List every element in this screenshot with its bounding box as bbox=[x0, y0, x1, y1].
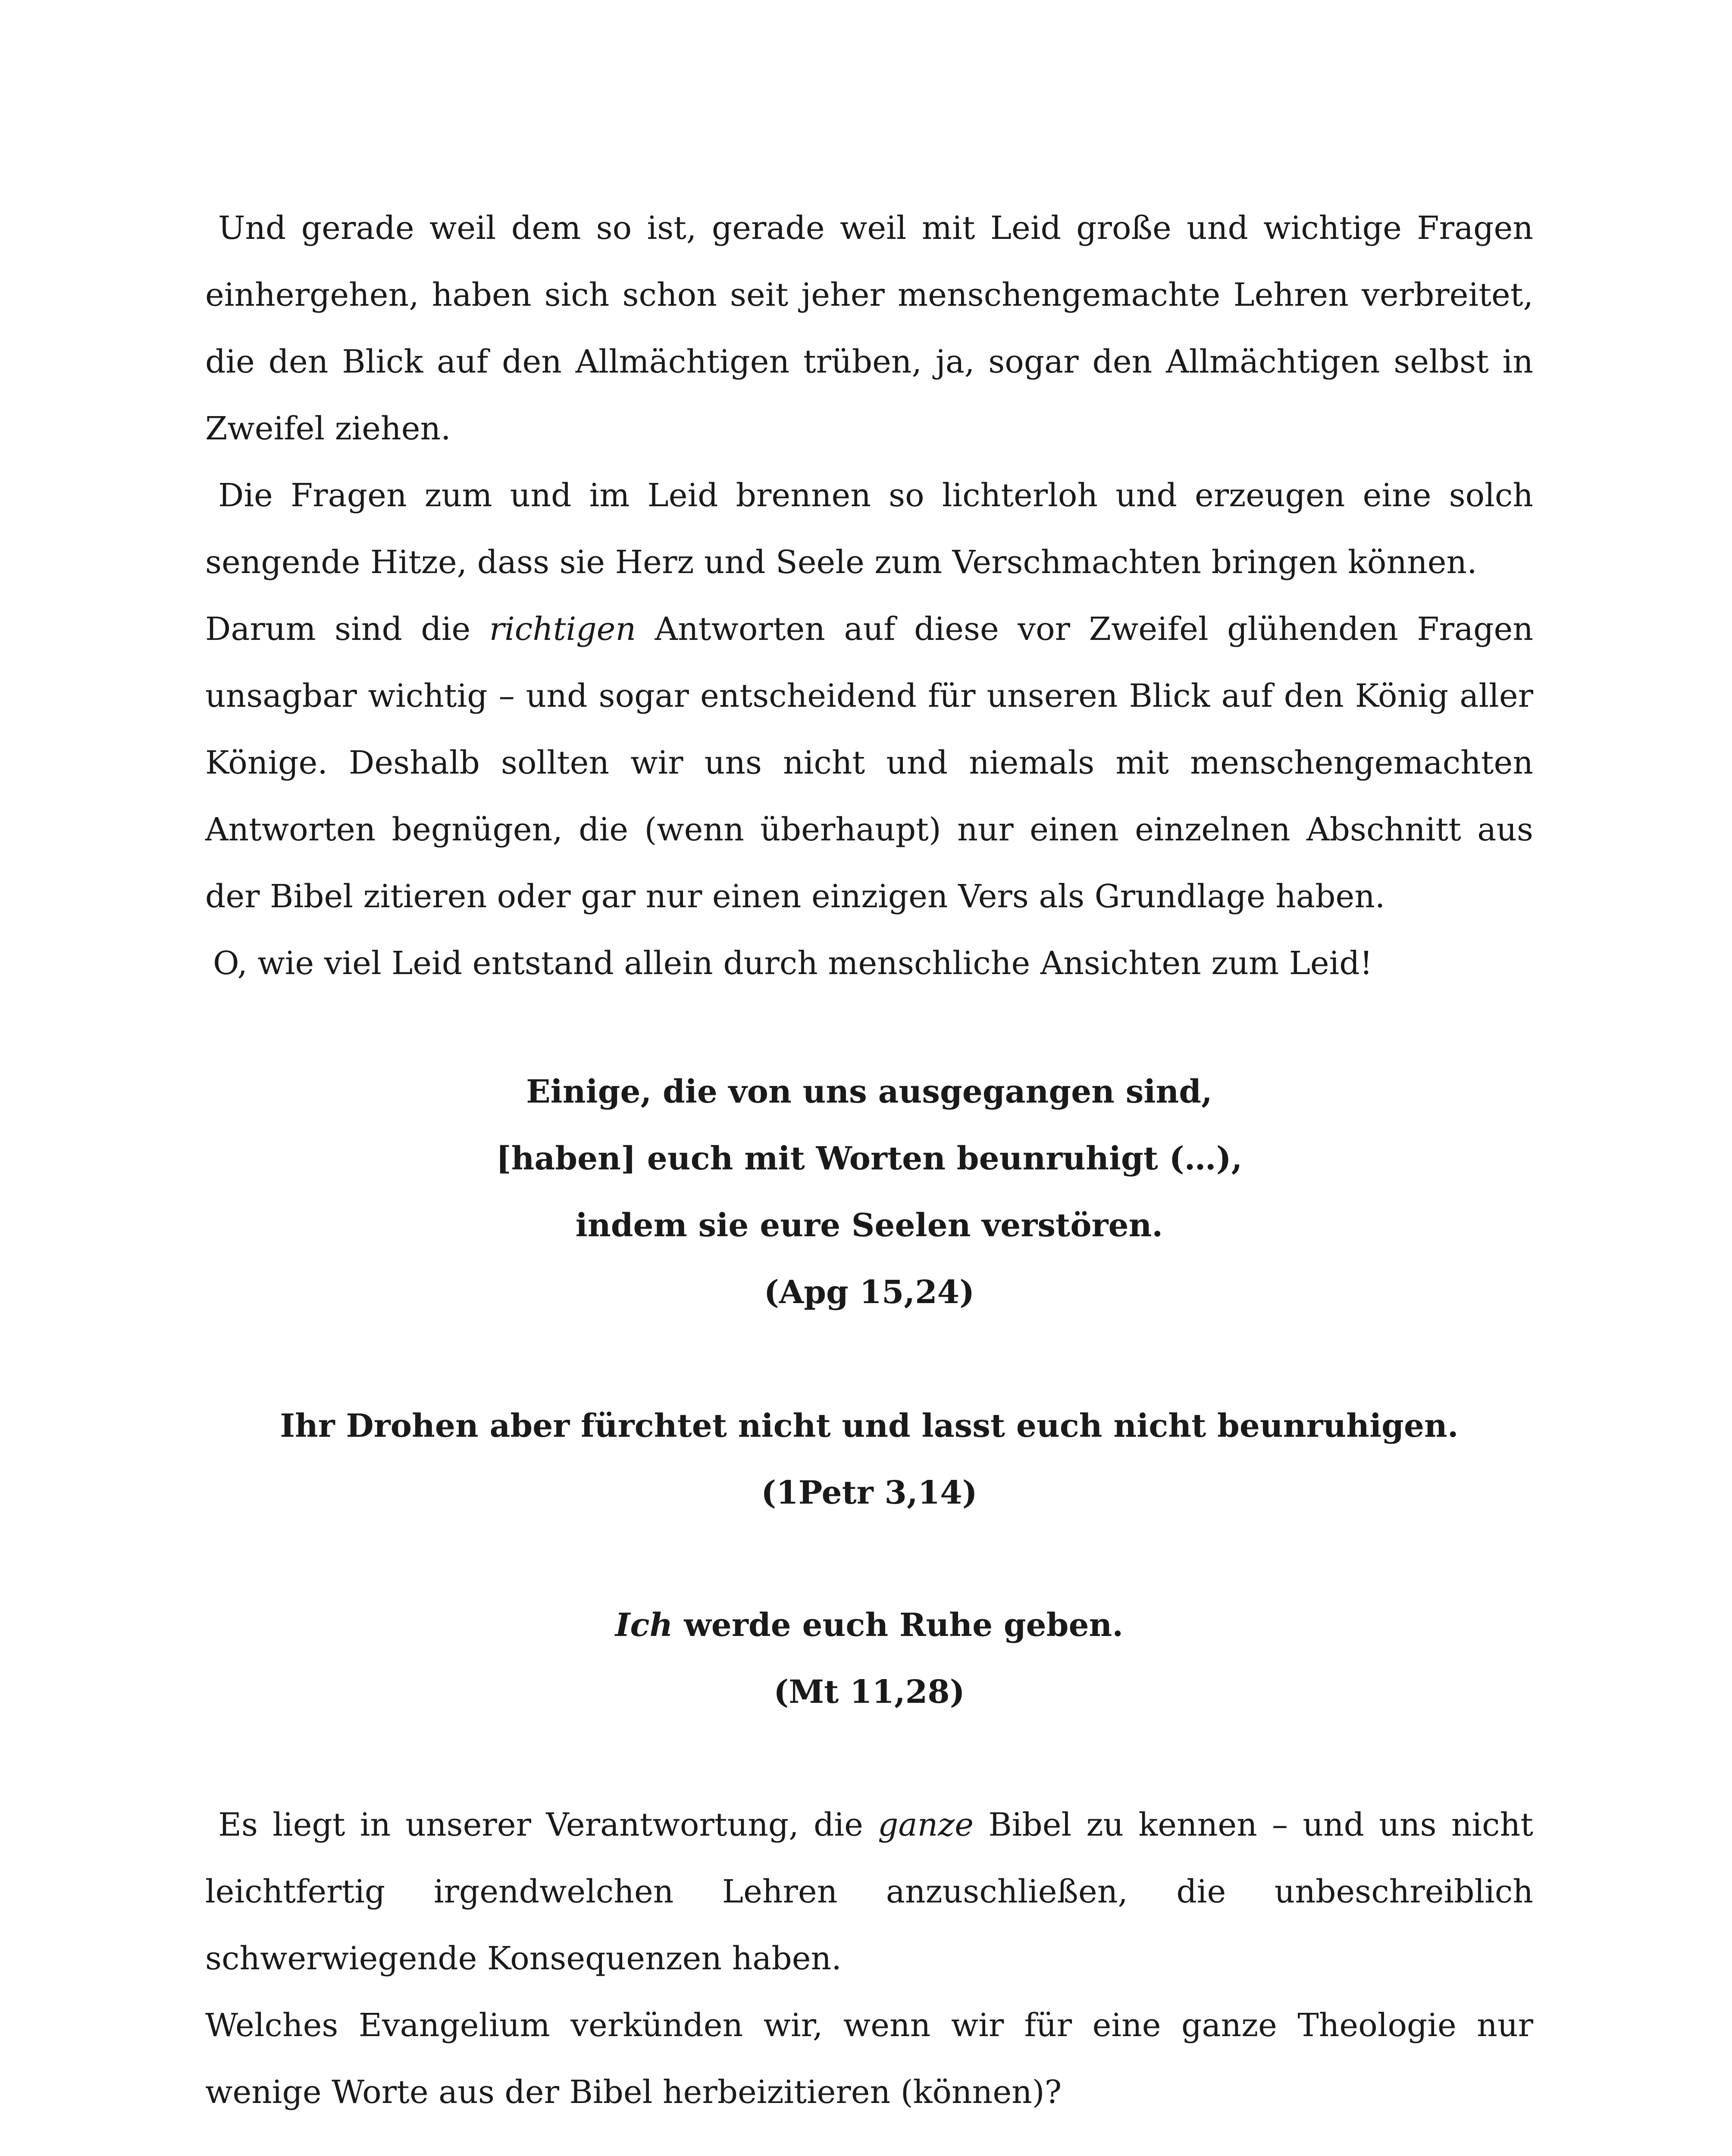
paragraph-3-end: Antworten auf diese vor Zweifel glühenden Fragen unsagbar wichtig – und sogar entscheidend für unseren Blick auf den König aller Könige. Deshalb sollten wir uns nicht und niemals mit menschengemachten Antworten begnügen, die (wenn überhaupt) nur einen einzelnen Abschnitt aus der Bibel zitieren oder gar nur einen einzigen Vers als Grundlage haben. bbox=[205, 611, 1533, 915]
verse-reference: (Mt 11,28) bbox=[774, 1673, 965, 1711]
verse-line: Einige, die von uns ausgegangen sind, bbox=[526, 1073, 1212, 1110]
verse-line: [haben] euch mit Worten beunruhigt (…), bbox=[496, 1140, 1243, 1177]
verse-line: Ihr Drohen aber fürchtet nicht und lasst euch nicht beunruhigen. bbox=[280, 1407, 1459, 1445]
paragraph-5 bbox=[205, 1792, 1533, 1992]
paragraph-3-start: Darum sind die bbox=[205, 611, 489, 648]
paragraph-1: Und gerade weil dem so ist, gerade weil mit Leid große und wichtige Fragen einhergehen, haben sich schon seit jeher menschengemachte Lehren verbreitet, die den Blick auf den Allmächtigen trüben, ja, sogar den Allmächtigen selbst in Zweifel ziehen. bbox=[205, 210, 1533, 447]
body-text-bottom bbox=[205, 1792, 1533, 2126]
body-text-top bbox=[205, 195, 1533, 997]
paragraph-5-emphasis: ganze bbox=[878, 1806, 974, 1843]
verse-quote-3 bbox=[205, 1592, 1533, 1726]
verse-reference: (1Petr 3,14) bbox=[761, 1474, 977, 1511]
paragraph-3-emphasis: richtigen bbox=[489, 611, 636, 648]
verse-reference: (Apg 15,24) bbox=[764, 1274, 975, 1311]
verse-line: indem sie eure Seelen verstören. bbox=[575, 1207, 1163, 1244]
verse-line bbox=[205, 1592, 1533, 1659]
verse-emphasis: Ich bbox=[615, 1607, 673, 1644]
paragraph-2: Die Fragen zum und im Leid brennen so lichterloh und erzeugen eine solch sengende Hitze, dass sie Herz und Seele zum Verschmachten bringen können. bbox=[205, 477, 1533, 581]
verse-quote-2 bbox=[205, 1393, 1533, 1526]
verse-text: werde euch Ruhe geben. bbox=[673, 1607, 1124, 1644]
paragraph-5-end: Bibel zu kennen – und uns nicht leichtfertig irgendwelchen Lehren anzuschließen, die unbeschreiblich schwerwiegende Konsequenzen haben. bbox=[205, 1806, 1533, 1977]
paragraph-4: O, wie viel Leid entstand allein durch menschliche Ansichten zum Leid! bbox=[213, 945, 1373, 982]
paragraph-5-start: Es liegt in unserer Verantwortung, die bbox=[218, 1806, 878, 1843]
paragraph-3 bbox=[205, 596, 1533, 930]
verse-quote-1 bbox=[205, 1059, 1533, 1326]
paragraph-6: Welches Evangelium verkünden wir, wenn wir für eine ganze Theologie nur wenige Worte aus der Bibel herbeizitieren (können)? bbox=[205, 2007, 1533, 2111]
